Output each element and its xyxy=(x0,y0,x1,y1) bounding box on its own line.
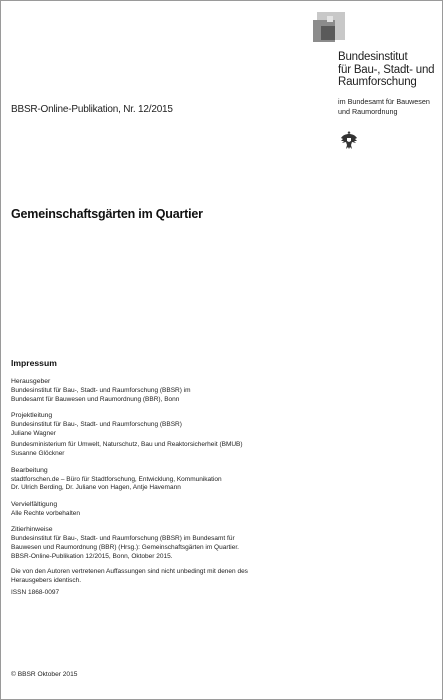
section-vervielfaeltigung xyxy=(11,500,436,519)
issn: ISSN 1868-0097 xyxy=(11,589,60,597)
impressum xyxy=(11,358,436,603)
text-line: Bundesministerium für Umwelt, Naturschutz, Bau und Reaktorsicherheit (BMUB) xyxy=(11,441,243,449)
text-line: BBSR-Online-Publikation 12/2015, Bonn, Oktober 2015. xyxy=(11,552,173,560)
section-label: Zitierhinweise xyxy=(11,526,53,534)
section-label: Vervielfältigung xyxy=(11,500,58,508)
document-title: Gemeinschaftsgärten im Quartier xyxy=(11,207,203,221)
institute-name-line: für Bau-, Stadt- und xyxy=(338,63,435,76)
section-bearbeitung xyxy=(11,466,436,493)
section-label: Bearbeitung xyxy=(11,466,48,474)
text-line: Susanne Glöckner xyxy=(11,449,65,457)
text-line: Bauwesen und Raumordnung (BBR) (Hrsg.): Gemeinschaftsgärten im Quartier. xyxy=(11,543,239,551)
section-label: Projektleitung xyxy=(11,412,53,420)
text-line: Bundesinstitut für Bau-, Stadt- und Raumforschung (BBSR) xyxy=(11,421,182,429)
institute-subtitle xyxy=(338,97,443,117)
disclaimer xyxy=(11,568,436,596)
copyright: © BBSR Oktober 2015 xyxy=(11,671,78,678)
section-herausgeber xyxy=(11,377,436,404)
text-line: Die von den Autoren vertretenen Auffassungen sind nicht unbedingt mit denen des xyxy=(11,568,248,576)
section-zitierhinweise xyxy=(11,525,436,561)
text-line: stadtforschen.de – Büro für Stadtforschung, Entwicklung, Kommunikation xyxy=(11,475,222,483)
federal-eagle-icon xyxy=(340,130,358,150)
text-line: Dr. Ulrich Berding, Dr. Juliane von Hagen, Antje Havemann xyxy=(11,484,181,492)
text-line: Bundesinstitut für Bau-, Stadt- und Raumforschung (BBSR) im xyxy=(11,387,191,394)
series-label: BBSR-Online-Publikation, Nr. 12/2015 xyxy=(11,104,173,115)
section-label: Herausgeber xyxy=(11,378,51,385)
institute-sub-line: und Raumordnung xyxy=(338,107,398,116)
text-line: Herausgebers identisch. xyxy=(11,576,82,584)
text-line: Bundesinstitut für Bau-, Stadt- und Raumforschung (BBSR) im Bundesamt für xyxy=(11,535,235,543)
text-line: Bundesamt für Bauwesen und Raumordnung (BBR), Bonn xyxy=(11,395,180,403)
institute-name-line: Raumforschung xyxy=(338,76,417,88)
section-projektleitung xyxy=(11,411,436,458)
text-line: Alle Rechte vorbehalten xyxy=(11,509,81,517)
bbsr-logo-icon xyxy=(313,12,345,48)
impressum-heading: Impressum xyxy=(11,358,57,368)
text-line: Juliane Wagner xyxy=(11,429,56,437)
institute-sub-line: im Bundesamt für Bauwesen xyxy=(338,97,430,106)
institute-name xyxy=(338,51,443,89)
institute-name-line: Bundesinstitut xyxy=(338,51,408,63)
